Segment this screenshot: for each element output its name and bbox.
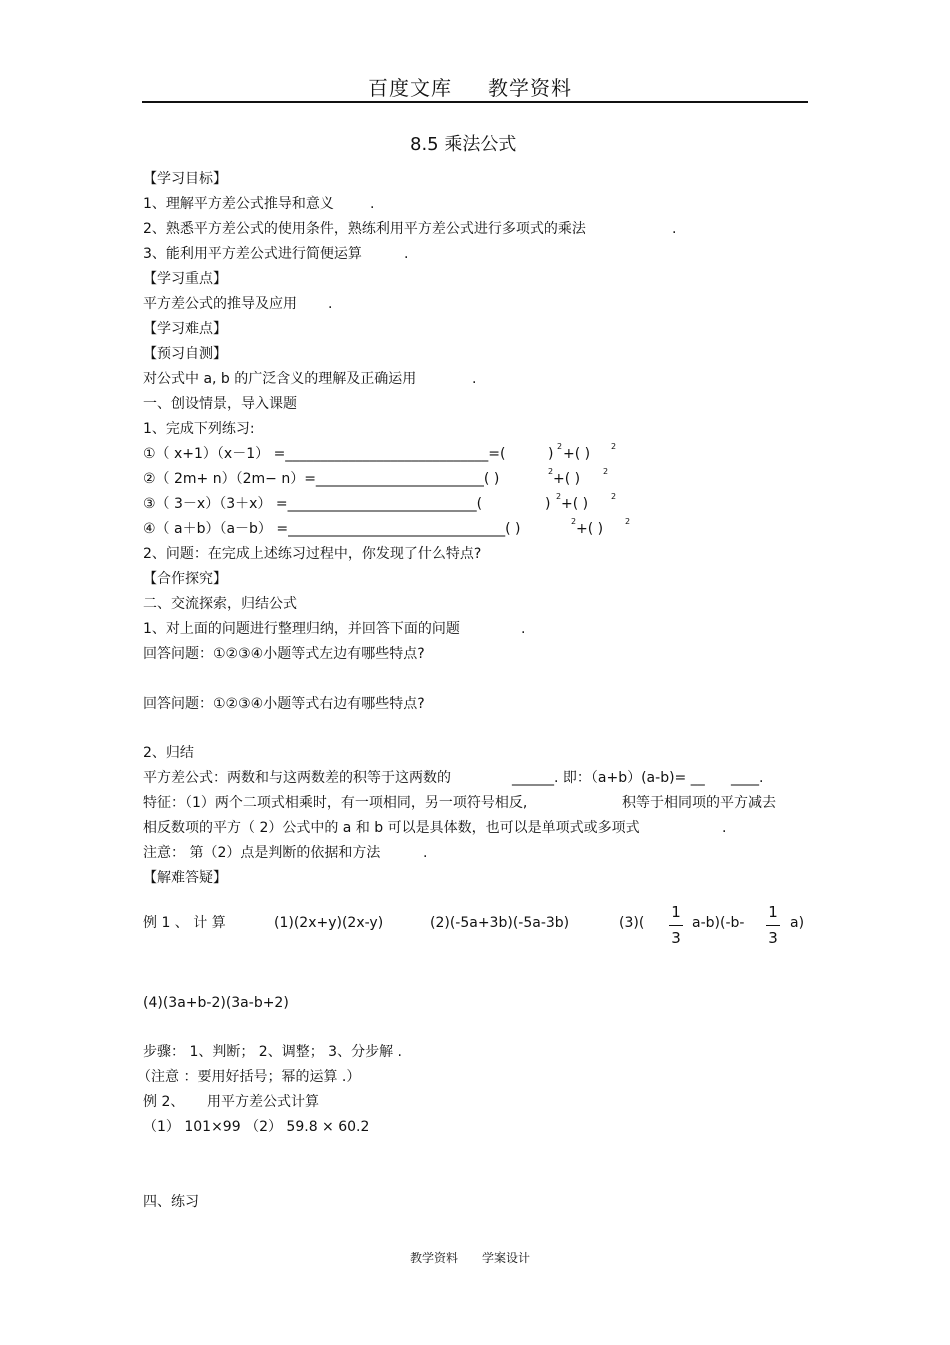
exercise-3: ③（ 3－x）（3＋x） =___________________________( bbox=[143, 496, 483, 512]
key-text: 平方差公式的推导及应用 bbox=[143, 296, 297, 312]
coop-q1: 1、对上面的问题进行整理归纳，并回答下面的问题 bbox=[143, 621, 460, 637]
answer-right: 回答问题：①②③④小题等式右边有哪些特点? bbox=[143, 696, 425, 712]
example1-part1: (1)(2x+y)(2x-y) bbox=[274, 915, 384, 931]
summary-heading: 2、归结 bbox=[143, 745, 194, 761]
example2-text: 用平方差公式计算 bbox=[207, 1094, 319, 1110]
exercise-1: ①（ x+1）（x－1） =_____________________________=( bbox=[143, 446, 506, 462]
example2-label: 例 2、 bbox=[143, 1094, 185, 1110]
goals-heading: 【学习目标】 bbox=[143, 171, 227, 187]
feature-text-2: 积等于相同项的平方减去 bbox=[622, 795, 776, 811]
key-heading: 【学习重点】 bbox=[143, 271, 227, 287]
exercise-4: ④（ a＋b）（a－b） =_______________________________( ) bbox=[143, 521, 521, 537]
header-right: 教学资料 bbox=[488, 76, 572, 100]
exercise-3-plus: +( ) bbox=[561, 496, 589, 512]
example1-label: 例 1 、 计 算 bbox=[143, 915, 226, 931]
feature-line2: 相反数项的平方（ 2）公式中的 a 和 b 可以是具体数，也可以是单项式或多项式 bbox=[143, 820, 640, 836]
fraction-one-third: 1 3 bbox=[669, 903, 683, 948]
section1-question: 2、问题：在完成上述练习过程中，你发现了什么特点? bbox=[143, 546, 482, 562]
exercise-2-plus: +( ) bbox=[553, 471, 581, 487]
answer-left: 回答问题：①②③④小题等式左边有哪些特点? bbox=[143, 646, 425, 662]
exercise-1-sup: 2 bbox=[557, 442, 563, 451]
example1-part3-mid: a-b)(-b- bbox=[692, 915, 745, 931]
exercise-1-mid: ) bbox=[548, 446, 554, 462]
steps-text: 步骤： 1、判断； 2、调整； 3、分步解 . bbox=[143, 1044, 402, 1060]
exercise-2-sup: 2 bbox=[548, 467, 554, 476]
page-title: 8.5 乘法公式 bbox=[410, 134, 517, 155]
exercise-3-mid: ) bbox=[545, 496, 551, 512]
exercise-4-sup2: 2 bbox=[625, 517, 631, 526]
example1-part4: (4)(3a+b-2)(3a-b+2) bbox=[143, 995, 289, 1011]
goal-item: 3、能利用平方差公式进行简便运算 bbox=[143, 246, 362, 262]
header-rule bbox=[142, 101, 808, 103]
section1-title: 一、创设情景，导入课题 bbox=[143, 396, 297, 412]
note-text: 注意： 第（2）点是判断的依据和方法 bbox=[143, 845, 381, 861]
formula-blank: ______. 即：（a+b）(a-b)= __ bbox=[512, 770, 705, 786]
section2-title: 二、交流探索，归结公式 bbox=[143, 596, 297, 612]
exercise-1-plus: +( ) bbox=[563, 446, 591, 462]
caution-text: （注意 ：要用好括号；幂的运算 .） bbox=[137, 1069, 361, 1085]
example2-items: （1） 101×99 （2） 59.8 × 60.2 bbox=[143, 1119, 370, 1135]
exercise-3-sup2: 2 bbox=[611, 492, 617, 501]
formula-text: 平方差公式：两数和与这两数差的积等于这两数的 bbox=[143, 770, 451, 786]
goal-item: 1、理解平方差公式推导和意义 bbox=[143, 196, 334, 212]
section4-title: 四、练习 bbox=[143, 1194, 199, 1210]
exercise-4-plus: +( ) bbox=[576, 521, 604, 537]
example1-part3-start: (3)( bbox=[619, 915, 645, 931]
feature-text: 特征：（1）两个二项式相乘时，有一项相同，另一项符号相反, bbox=[143, 795, 528, 811]
footer-left: 教学资料 bbox=[410, 1251, 459, 1265]
exercise-2-sup2: 2 bbox=[603, 467, 609, 476]
exercise-3-sup: 2 bbox=[556, 492, 562, 501]
example1-part2: (2)(-5a+3b)(-5a-3b) bbox=[430, 915, 570, 931]
exercise-1-sup2: 2 bbox=[611, 442, 617, 451]
preview-heading: 【预习自测】 bbox=[143, 346, 227, 362]
exercise-2: ②（ 2m+ n）（2m− n）=________________________( ) bbox=[143, 471, 500, 487]
header-left: 百度文库 bbox=[368, 76, 452, 100]
section1-task: 1、完成下列练习: bbox=[143, 421, 255, 437]
formula-end: ____. bbox=[731, 770, 764, 786]
exercise-4-sup: 2 bbox=[571, 517, 577, 526]
footer-right: 学案设计 bbox=[482, 1251, 531, 1265]
goal-item: 2、熟悉平方差公式的使用条件，熟练利用平方差公式进行多项式的乘法 bbox=[143, 221, 586, 237]
example1-part3-end: a) bbox=[790, 915, 805, 931]
preview-text: 对公式中 a, b 的广泛含义的理解及正确运用 bbox=[143, 371, 417, 387]
fraction-one-third: 1 3 bbox=[766, 903, 780, 948]
coop-heading: 【合作探究】 bbox=[143, 571, 227, 587]
solve-heading: 【解难答疑】 bbox=[143, 870, 227, 886]
difficulty-heading: 【学习难点】 bbox=[143, 321, 227, 337]
